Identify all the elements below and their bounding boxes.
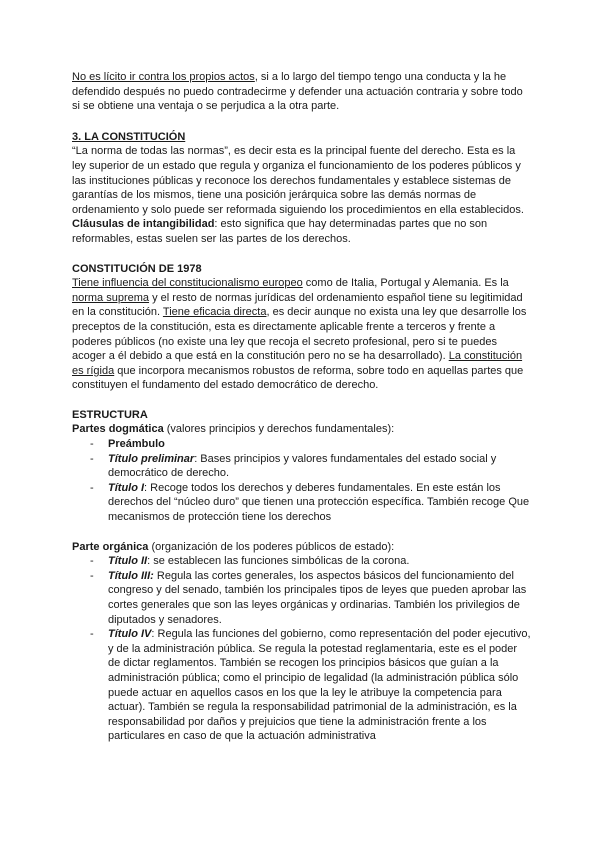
list-dogmatica [72, 437, 532, 525]
paragraph-clausulas: Cláusulas de intangibilidad: esto significa que hay determinadas partes que no son reformables, estas suelen ser las partes de los derechos. [72, 218, 488, 245]
section-heading-constitucion-1978: CONSTITUCIÓN DE 1978 [72, 262, 202, 275]
paragraph-parte-organica: Parte orgánica (organización de los poderes públicos de estado): [72, 540, 395, 553]
list-item: - Título I: Recoge todos los derechos y deberes fundamentales. En este están los derechos del “núcleo duro” que tienen una protección específica. También recoge Que mecanismos de protección tiene los derechos [72, 481, 532, 525]
list-item: - Preámbulo [72, 437, 532, 452]
paragraph-constitucion-1978: Tiene influencia del constitucionalismo europeo como de Italia, Portugal y Alemania. Es la norma suprema y el resto de normas jurídicas del ordenamiento español tiene su legitimidad en la constitución. Tiene eficacia directa, es decir aunque no exista una ley que desarrolle los preceptos de la constitución, esta es directamente aplicable frente a terceros y frente a poderes públicos (no existe una ley que recoja el secreto profesional, pero si te puedes acoger a él debido a que está en la constitución pero no se ha desarrollado). La constitución es rígida que incorpora mecanismos robustos de reforma, sobre todo en aquellas partes que constituyen el fundamento del estado democrático de derecho. [72, 277, 527, 392]
list-item: - Título III: Regula las cortes generales, los aspectos básicos del funcionamiento del congreso y del senado, también los principales tipos de leyes que pueden aprobar las cortes generales que son las leyes orgánicas y ordinarias. También los privilegios de diputados y senadores. [72, 569, 532, 627]
list-item: - Título IV: Regula las funciones del gobierno, como representación del poder ejecutivo, y de la administración pública. Se regula la potestad reglamentaria, este es el poder de dictar reglamentos. También se recogen los principios básicos que guían a la administración pública; como el principio de legalidad (la administración pública sólo puede actuar en aquellos casos en los que la ley le atribuye la competencia para actuar). También se regula la responsabilidad patrimonial de la administración, es la responsabilidad por daños y prejuicios que tiene la administración frente a los particulares en caso de que la actuación administrativa [72, 627, 532, 744]
section-heading-constitucion: 3. LA CONSTITUCIÓN [72, 130, 186, 143]
section-heading-estructura: ESTRUCTURA [72, 408, 148, 421]
document-page [72, 70, 532, 744]
paragraph-norma-normas: “La norma de todas las normas”, es decir esta es la principal fuente del derecho. Esta es la ley superior de un estado que regula y organiza el funcionamiento de los poderes públicos y las instituciones públicas y reconoce los derechos fundamentales y establece sistemas de garantías de los mismos, tiene una posición jerárquica sobre las demás normas de ordenamiento y solo puede ser reformada siguiendo los procedimientos en ella establecidos. [72, 145, 524, 216]
paragraph-partes-dogmatica: Partes dogmática (valores principios y derechos fundamentales): [72, 423, 395, 436]
paragraph-propios-actos: No es lícito ir contra los propios actos, si a lo largo del tiempo tengo una conducta y la he defendido después no puedo contradecirme y defender una actuación contraria y sobre todo si se obtiene una ventaja o se perjudica a la otra parte. [72, 71, 523, 113]
list-item: - Título preliminar: Bases principios y valores fundamentales del estado social y democrático de derecho. [72, 452, 532, 481]
list-organica [72, 554, 532, 744]
underlined-phrase: No es lícito ir contra los propios actos [72, 71, 255, 83]
list-item: - Título II: se establecen las funciones simbólicas de la corona. [72, 554, 532, 569]
